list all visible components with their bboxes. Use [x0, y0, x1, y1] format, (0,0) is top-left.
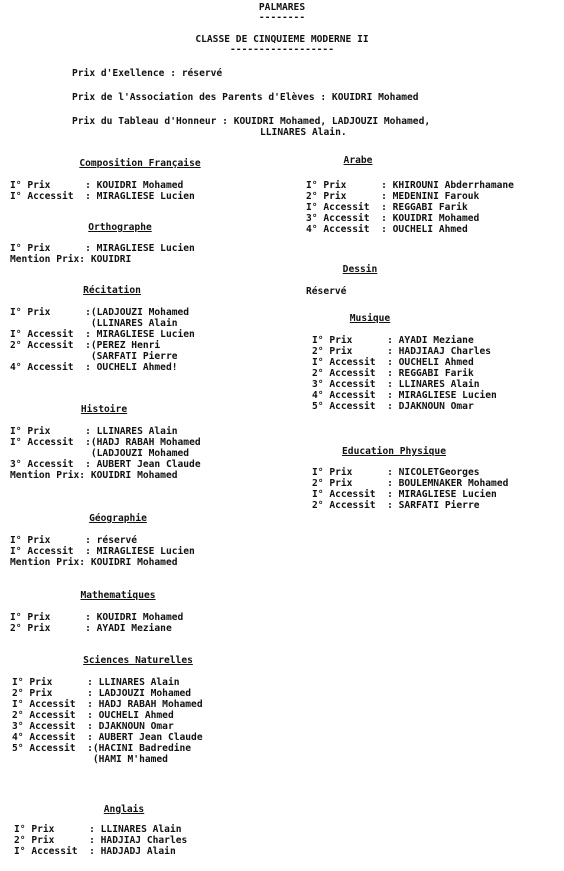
section-title: Dessin	[342, 264, 378, 275]
award-rank: Mention Prix:	[10, 470, 91, 481]
award-row	[306, 224, 514, 235]
award-rank: I° Accessit :	[14, 846, 101, 857]
award-recipient: MIRAGLIESE Lucien	[96, 329, 195, 340]
award-rank: 3° Accessit :	[12, 721, 99, 732]
award-row	[12, 754, 203, 765]
award-rank: 4° Accessit :	[312, 390, 399, 401]
award-rank: 2° Prix :	[14, 835, 101, 846]
award-row	[312, 467, 508, 478]
award-recipient: REGGABI Farik	[398, 368, 474, 379]
prize-honor-roll	[72, 116, 430, 127]
award-recipient: HADJADJ Alain	[100, 846, 176, 857]
award-row	[12, 699, 203, 710]
award-recipient: SARFATI Pierre	[398, 500, 480, 511]
award-row	[14, 835, 187, 846]
award-recipient: (LADJOUZI Mohamed	[90, 448, 190, 459]
award-recipient: BOULEMNAKER Mohamed	[398, 478, 509, 489]
award-rank	[10, 318, 91, 329]
award-rank	[10, 351, 91, 362]
document-title: PALMARES	[258, 2, 306, 13]
award-rank: 4° Accessit :	[306, 224, 393, 235]
award-rank: I° Accessit :	[306, 202, 393, 213]
award-row	[10, 329, 195, 340]
award-row	[312, 346, 497, 357]
section-title: Anglais	[103, 804, 145, 815]
award-recipient: AYADI Meziane	[96, 623, 172, 634]
award-recipient: OUCHELI Ahmed	[392, 224, 468, 235]
award-recipient: LLINARES Alain	[398, 379, 480, 390]
award-row	[10, 535, 195, 546]
award-row	[10, 254, 195, 265]
award-rank: I° Accessit :	[312, 489, 399, 500]
award-row	[10, 546, 195, 557]
award-row	[312, 489, 508, 500]
award-rank	[12, 754, 93, 765]
award-rank: I° Prix :	[312, 467, 399, 478]
award-rank: I° Accessit :	[10, 191, 97, 202]
award-recipient: Réservé	[306, 286, 347, 297]
award-recipient: KOUIDRI Mohamed	[96, 612, 184, 623]
award-rank: I° Prix :	[10, 426, 97, 437]
award-row	[306, 286, 346, 297]
award-rank: I° Prix :	[10, 243, 97, 254]
award-row	[10, 470, 201, 481]
award-row	[312, 478, 508, 489]
award-recipient: (HAMI M'hamed	[92, 754, 168, 765]
award-row	[306, 191, 514, 202]
award-rank: 2° Accessit :	[12, 710, 99, 721]
section-title: Sciences Naturelles	[83, 655, 193, 666]
award-recipient: AUBERT Jean Claude	[98, 732, 203, 743]
award-rank: I° Prix :	[10, 180, 97, 191]
award-rank: 3° Accessit :	[312, 379, 399, 390]
award-recipient: (HADJ RABAH Mohamed	[90, 437, 201, 448]
award-rank: I° Prix :	[10, 612, 97, 623]
award-recipient: MIRAGLIESE Lucien	[96, 191, 195, 202]
class-name-rule: ------------------	[230, 44, 334, 55]
award-rank: 2° Prix :	[312, 346, 399, 357]
award-rank: I° Prix :	[10, 535, 97, 546]
prize-value: réservé	[181, 68, 223, 79]
award-row	[12, 721, 203, 732]
section-title: Histoire	[80, 404, 128, 415]
award-rank: I° Prix :	[312, 335, 399, 346]
section-title: Mathematiques	[80, 590, 156, 601]
award-rank: I° Accessit :	[10, 329, 97, 340]
award-rank: 5° Accessit :	[12, 743, 93, 754]
award-recipient: KOUIDRI Mohamed	[392, 213, 480, 224]
award-rank: 2° Accessit :	[312, 500, 399, 511]
award-rank: I° Prix :	[12, 677, 99, 688]
award-recipient: réservé	[96, 535, 138, 546]
award-recipient: REGGABI Farik	[392, 202, 468, 213]
award-recipient: DJAKNOUN Omar	[398, 401, 474, 412]
section-entries	[312, 467, 508, 511]
award-rank: I° Prix :	[14, 824, 101, 835]
award-row	[10, 459, 201, 470]
award-row	[312, 379, 497, 390]
award-row	[306, 180, 514, 191]
award-row	[312, 500, 508, 511]
award-row	[10, 351, 195, 362]
award-row	[10, 191, 195, 202]
award-recipient: KOUIDRI Mohamed	[90, 470, 178, 481]
award-rank: I° Accessit :	[312, 357, 399, 368]
award-recipient: MIRAGLIESE Lucien	[96, 546, 195, 557]
award-rank: I° Accessit :	[10, 546, 97, 557]
document-title-rule: --------	[258, 12, 306, 23]
award-rank: 4° Accessit :	[10, 362, 97, 373]
section-entries	[10, 612, 183, 634]
section-entries	[10, 426, 201, 481]
prize-excellence	[72, 68, 222, 79]
section-title: Composition Française	[79, 158, 201, 169]
section-entries	[10, 535, 195, 568]
award-row	[10, 243, 195, 254]
prize-honor-roll-continued: LLINARES Alain.	[260, 127, 347, 138]
class-name: CLASSE DE CINQUIEME MODERNE II	[195, 34, 369, 45]
prize-label: Prix d'Exellence :	[72, 68, 182, 79]
prize-label: Prix du Tableau d'Honneur :	[72, 116, 234, 127]
award-row	[14, 846, 187, 857]
prize-parents-association	[72, 92, 419, 103]
award-recipient: AUBERT Jean Claude	[96, 459, 201, 470]
section-title: Education Physique	[342, 446, 446, 457]
award-recipient: KOUIDRI Mohamed	[90, 557, 178, 568]
section-title: Géographie	[89, 513, 147, 524]
award-row	[10, 612, 183, 623]
section-title: Récitation	[83, 285, 141, 296]
award-row	[12, 677, 203, 688]
award-row	[10, 448, 201, 459]
award-recipient: LADJOUZI Mohamed	[98, 688, 192, 699]
award-rank: 2° Prix :	[12, 688, 99, 699]
award-rank: I° Prix :	[10, 307, 91, 318]
section-entries	[312, 335, 497, 412]
award-recipient: (PEREZ Henri	[90, 340, 161, 351]
section-title: Musique	[349, 313, 391, 324]
award-recipient: LLINARES Alain	[96, 426, 178, 437]
award-row	[10, 437, 201, 448]
award-recipient: DJAKNOUN Omar	[98, 721, 174, 732]
section-entries	[10, 180, 195, 202]
award-recipient: MIRAGLIESE Lucien	[398, 390, 497, 401]
award-recipient: KHIROUNI Abderrhamane	[392, 180, 514, 191]
section-entries	[10, 243, 195, 265]
award-recipient: OUCHELI Ahmed!	[96, 362, 178, 373]
award-rank: Mention Prix:	[10, 557, 91, 568]
award-rank: I° Accessit :	[12, 699, 99, 710]
award-recipient: MIRAGLIESE Lucien	[398, 489, 497, 500]
award-rank: 5° Accessit :	[312, 401, 399, 412]
award-rank: Mention Prix:	[10, 254, 91, 265]
award-recipient: (SARFATI Pierre	[90, 351, 178, 362]
award-rank: 2° Accessit :	[10, 340, 91, 351]
section-title: Orthographe	[88, 222, 152, 233]
award-rank: 2° Prix :	[10, 623, 97, 634]
section-entries	[10, 307, 195, 373]
award-row	[12, 710, 203, 721]
award-rank: I° Accessit :	[10, 437, 91, 448]
section-entries	[14, 824, 187, 857]
award-recipient: AYADI Meziane	[398, 335, 474, 346]
section-title: Arabe	[343, 155, 373, 166]
award-recipient: (LLINARES Alain	[90, 318, 178, 329]
award-recipient: HADJIAJ Charles	[100, 835, 188, 846]
award-row	[312, 401, 497, 412]
award-recipient: MIRAGLIESE Lucien	[96, 243, 195, 254]
award-recipient: LLINARES Alain	[100, 824, 182, 835]
section-entries	[306, 286, 346, 297]
award-row	[10, 307, 195, 318]
award-row	[12, 688, 203, 699]
award-row	[312, 390, 497, 401]
award-row	[10, 318, 195, 329]
award-rank: I° Prix :	[306, 180, 393, 191]
award-rank: 2° Prix :	[312, 478, 399, 489]
award-row	[306, 202, 514, 213]
award-rank: 3° Accessit :	[306, 213, 393, 224]
award-row	[14, 824, 187, 835]
award-row	[312, 335, 497, 346]
award-row	[10, 623, 183, 634]
award-recipient: KOUIDRI	[90, 254, 132, 265]
prize-value: KOUIDRI Mohamed	[331, 92, 419, 103]
award-rank: 2° Prix :	[306, 191, 393, 202]
award-row	[312, 357, 497, 368]
award-row	[312, 368, 497, 379]
award-row	[10, 557, 195, 568]
section-entries	[12, 677, 203, 765]
award-rank: 4° Accessit :	[12, 732, 99, 743]
award-rank	[10, 448, 91, 459]
award-recipient: NICOLETGeorges	[398, 467, 480, 478]
award-row	[12, 743, 203, 754]
section-entries	[306, 180, 514, 235]
award-recipient: MEDENINI Farouk	[392, 191, 480, 202]
award-recipient: LLINARES Alain	[98, 677, 180, 688]
award-row	[10, 362, 195, 373]
award-row	[10, 340, 195, 351]
award-recipient: OUCHELI Ahmed	[398, 357, 474, 368]
award-rank: 3° Accessit :	[10, 459, 97, 470]
award-recipient: OUCHELI Ahmed	[98, 710, 174, 721]
award-recipient: HADJ RABAH Mohamed	[98, 699, 203, 710]
award-recipient: (LADJOUZI Mohamed	[90, 307, 190, 318]
award-rank: 2° Accessit :	[312, 368, 399, 379]
prize-value: KOUIDRI Mohamed, LADJOUZI Mohamed,	[233, 116, 431, 127]
award-recipient: HADJIAAJ Charles	[398, 346, 492, 357]
award-recipient: KOUIDRI Mohamed	[96, 180, 184, 191]
award-row	[10, 426, 201, 437]
award-recipient: (HACINI Badredine	[92, 743, 192, 754]
award-row	[10, 180, 195, 191]
award-row	[12, 732, 203, 743]
award-row	[306, 213, 514, 224]
prize-label: Prix de l'Association des Parents d'Elèves :	[72, 92, 332, 103]
